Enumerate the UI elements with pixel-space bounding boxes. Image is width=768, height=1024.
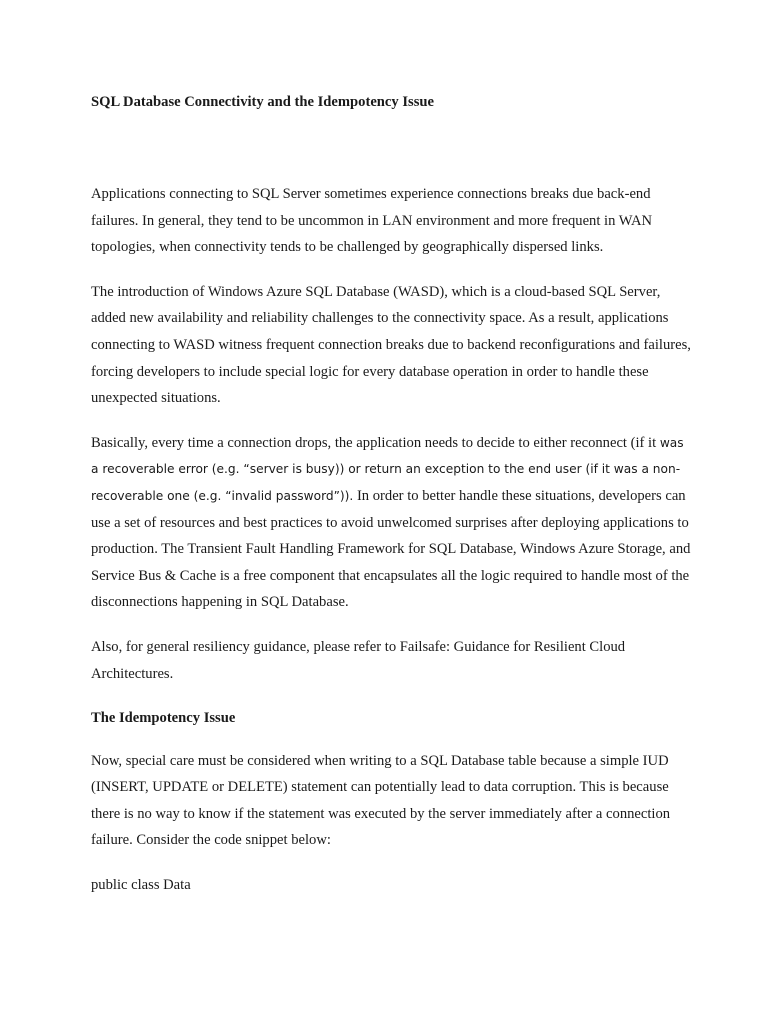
- paragraph-reconnect-text-2: In order to better handle these situations, developers can use a set of resources and best practices to avoid unwelcomed surprises after deploying applications to production. The Transient Fault Handling Framework for SQL Database, Windows Azure Storage, and Service Bus & Cache is a free component that encapsulates all the logic required to handle most of the disconnections happening in SQL Database.: [91, 487, 691, 611]
- document-title: SQL Database Connectivity and the Idempotency Issue: [91, 94, 434, 110]
- paragraph-reconnect: [91, 430, 691, 616]
- paragraph-intro: Applications connecting to SQL Server sometimes experience connections breaks due back-end failures. In general, they tend to be uncommon in LAN environment and more frequent in WAN topologies, when connectivity tends to be challenged by geographically dispersed links.: [91, 186, 653, 256]
- paragraph-reconnect-sans-text: was a recoverable error (e.g. “server is busy)) or return an exception to the end user (if it was a non-recoverable one (e.g. “invalid password”)).: [91, 435, 684, 503]
- code-snippet-line: public class Data: [91, 877, 191, 894]
- paragraph-wasd: The introduction of Windows Azure SQL Database (WASD), which is a cloud-based SQL Server, added new availability and reliability challenges to the connectivity space. As a result, applications connecting to WASD witness frequent connection breaks due to backend reconfigurations and failures, forcing developers to include special logic for every database operation in order to handle these unexpected situations.: [91, 283, 691, 407]
- paragraph-iud: Now, special care must be considered when writing to a SQL Database table because a simple IUD (INSERT, UPDATE or DELETE) statement can potentially lead to data corruption. This is because there is no way to know if the statement was executed by the server immediately after a connection failure. Consider the code snippet below:: [91, 752, 671, 849]
- section-heading-idempotency: The Idempotency Issue: [91, 710, 236, 727]
- paragraph-resiliency: Also, for general resiliency guidance, please refer to Failsafe: Guidance for Resilient Cloud Architectures.: [91, 638, 626, 682]
- document-body: [91, 86, 691, 899]
- paragraph-reconnect-text-1: Basically, every time a connection drops, the application needs to decide to either reconnect (if it: [91, 434, 660, 451]
